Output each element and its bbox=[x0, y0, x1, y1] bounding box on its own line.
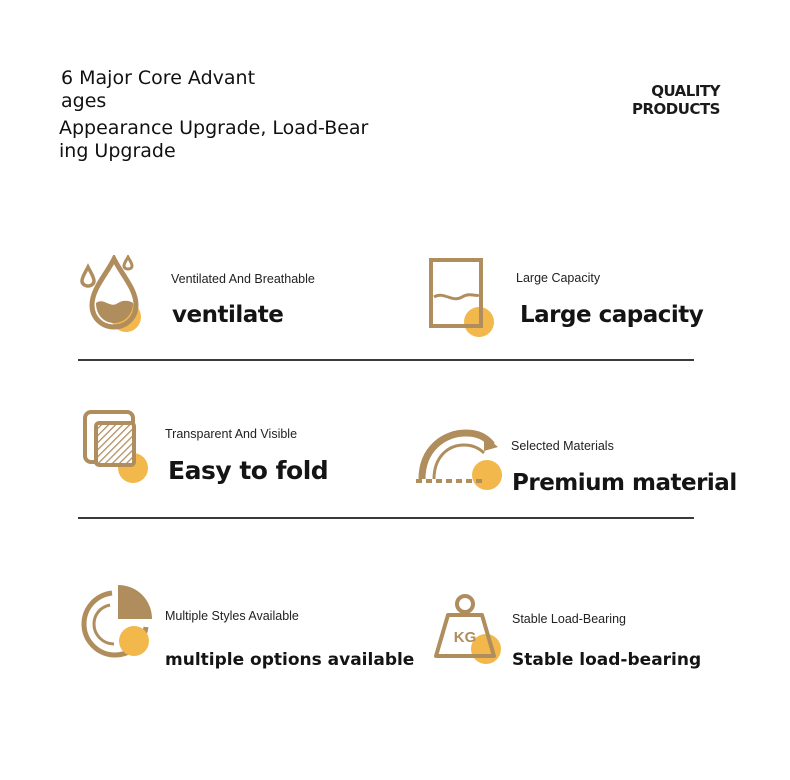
feature-1-title: ventilate bbox=[172, 302, 284, 328]
feature-2-subtitle: Large Capacity bbox=[516, 271, 601, 285]
feature-2-title: Large capacity bbox=[520, 302, 704, 328]
divider-1 bbox=[78, 359, 694, 361]
feature-5-subtitle: Multiple Styles Available bbox=[165, 609, 299, 623]
box-capacity-icon bbox=[426, 255, 498, 340]
feature-5-title: multiple options available bbox=[165, 650, 415, 670]
pie-chart-icon bbox=[80, 583, 155, 663]
badge-line-products: PRODUCTS bbox=[632, 100, 720, 118]
feature-4-subtitle: Selected Materials bbox=[511, 439, 614, 453]
subheadline-upgrades: Appearance Upgrade, Load-Bearing Upgrade bbox=[59, 117, 369, 162]
feature-4-title: Premium material bbox=[512, 470, 737, 496]
headline-core-advantages: 6 Major Core Advantages bbox=[61, 67, 256, 112]
curved-arrow-icon bbox=[414, 425, 504, 495]
quality-products-badge bbox=[628, 82, 720, 118]
feature-6-subtitle: Stable Load-Bearing bbox=[512, 612, 626, 626]
feature-3-subtitle: Transparent And Visible bbox=[165, 427, 298, 441]
water-drop-icon bbox=[80, 255, 148, 335]
feature-1-subtitle: Ventilated And Breathable bbox=[171, 272, 315, 286]
kg-icon-text: KG bbox=[453, 629, 477, 646]
divider-2 bbox=[78, 517, 694, 519]
feature-3-title: Easy to fold bbox=[168, 456, 329, 485]
transparent-squares-icon bbox=[82, 408, 154, 488]
feature-6-title: Stable load-bearing bbox=[512, 650, 702, 670]
badge-line-quality: QUALITY bbox=[651, 82, 720, 100]
kg-weight-icon bbox=[432, 593, 507, 668]
